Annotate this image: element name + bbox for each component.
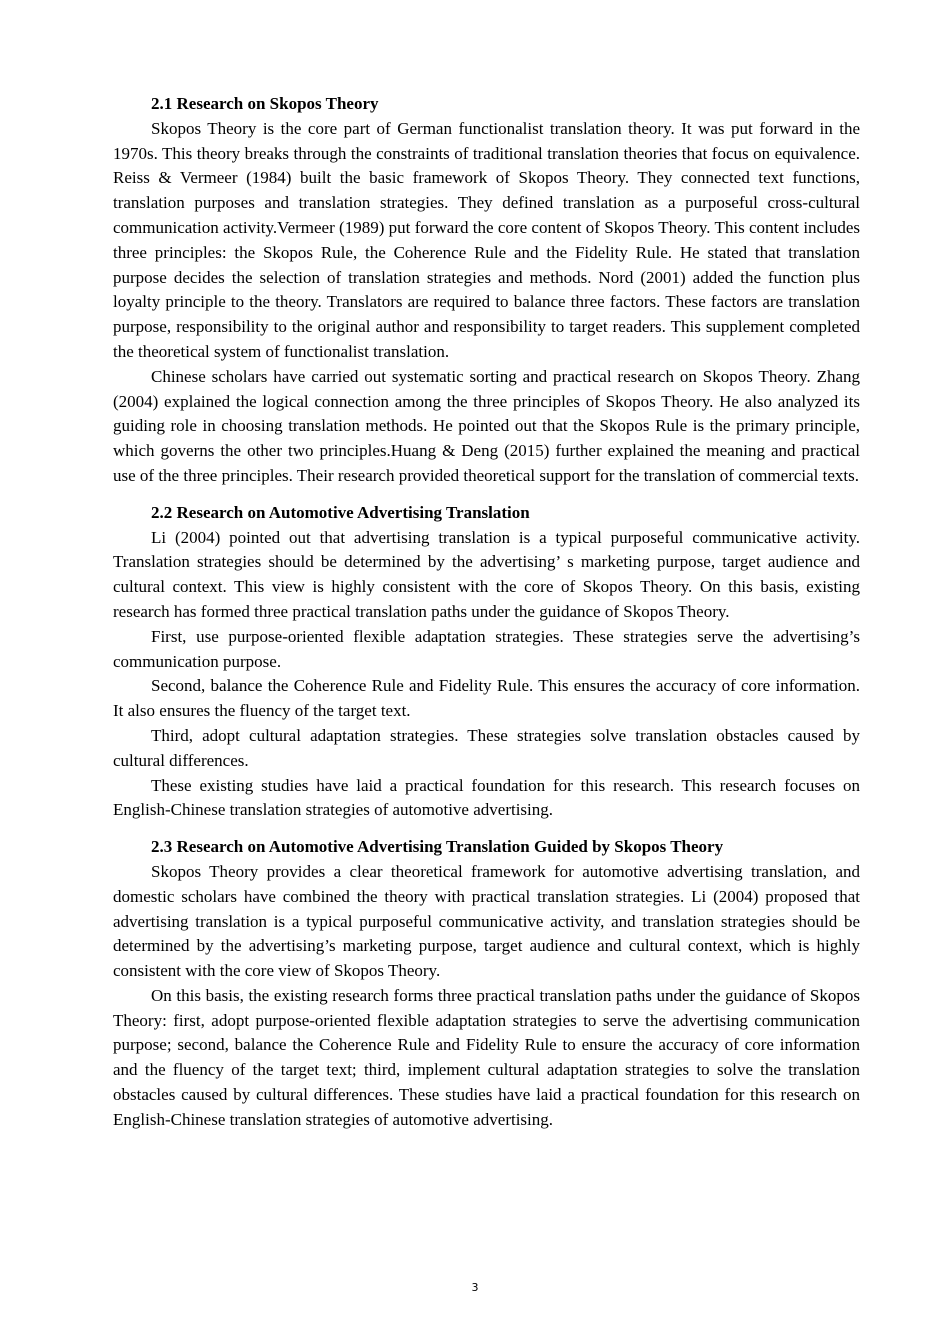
section-2-1 bbox=[113, 92, 860, 489]
paragraph: First, use purpose-oriented flexible adaptation strategies. These strategies serve the advertising’s communication purpose. bbox=[113, 626, 860, 671]
paragraph: Third, adopt cultural adaptation strategies. These strategies solve translation obstacles caused by cultural differences. bbox=[113, 725, 860, 770]
document-page bbox=[113, 92, 860, 1133]
section-2-2 bbox=[113, 501, 860, 823]
section-heading: 2.2 Research on Automotive Advertising Translation bbox=[151, 502, 530, 522]
paragraph: Second, balance the Coherence Rule and Fidelity Rule. This ensures the accuracy of core information. It also ensures the fluency of the target text. bbox=[113, 676, 860, 721]
paragraph: Li (2004) pointed out that advertising translation is a typical purposeful communicative activity. Translation strategies should be determined by the advertising’ s marketing purpose, target audience and cultural context. This view is highly consistent with the core of Skopos Theory. On this basis, existing research has formed three practical translation paths under the guidance of Skopos Theory. bbox=[113, 527, 860, 621]
paragraph: These existing studies have laid a practical foundation for this research. This research focuses on English-Chinese translation strategies of automotive advertising. bbox=[113, 775, 860, 820]
section-spacer bbox=[113, 489, 860, 501]
page-number: 3 bbox=[471, 1281, 479, 1294]
paragraph: Skopos Theory provides a clear theoretical framework for automotive advertising translation, and domestic scholars have combined the theory with practical translation strategies. Li (2004) proposed that advertising translation is a typical purposeful communicative activity, and translation strategies should be determined by the advertising’s marketing purpose, target audience and cultural context, which is highly consistent with the core view of Skopos Theory. bbox=[113, 861, 860, 981]
section-spacer bbox=[113, 823, 860, 835]
paragraph: On this basis, the existing research forms three practical translation paths under the guidance of Skopos Theory: first, adopt purpose-oriented flexible adaptation strategies to serve the advertising communication purpose; second, balance the Coherence Rule and Fidelity Rule to ensure the accuracy of core information and the fluency of the target text; third, implement cultural adaptation strategies to solve the translation obstacles caused by cultural differences. These studies have laid a practical foundation for this research on English-Chinese translation strategies of automotive advertising. bbox=[113, 985, 860, 1129]
section-heading: 2.1 Research on Skopos Theory bbox=[151, 94, 379, 113]
section-heading: 2.3 Research on Automotive Advertising Translation Guided by Skopos Theory bbox=[151, 837, 724, 857]
paragraph: Chinese scholars have carried out systematic sorting and practical research on Skopos Theory. Zhang (2004) explained the logical connection among the three principles of Skopos Theory. He also analyzed its guiding role in choosing translation methods. He pointed out that the Skopos Rule is the primary principle, which governs the other two principles.Huang & Deng (2015) further explained the meaning and practical use of the three principles. Their research provided theoretical support for the translation of commercial texts. bbox=[113, 366, 860, 485]
paragraph: Skopos Theory is the core part of German functionalist translation theory. It was put forward in the 1970s. This theory breaks through the constraints of traditional translation theories that focus on equivalence. Reiss & Vermeer (1984) built the basic framework of Skopos Theory. They connected text functions, translation purposes and translation strategies. They defined translation as a purposeful cross-cultural communication activity.Vermeer (1989) put forward the core content of Skopos Theory. This content includes three principles: the Skopos Rule, the Coherence Rule and the Fidelity Rule. He stated that translation purpose decides the selection of translation strategies and methods. Nord (2001) added the function plus loyalty principle to the theory. Translators are required to balance three factors. These factors are translation purpose, responsibility to the original author and responsibility to target readers. This supplement completed the theoretical system of functionalist translation. bbox=[113, 118, 860, 361]
section-2-3 bbox=[113, 835, 860, 1133]
